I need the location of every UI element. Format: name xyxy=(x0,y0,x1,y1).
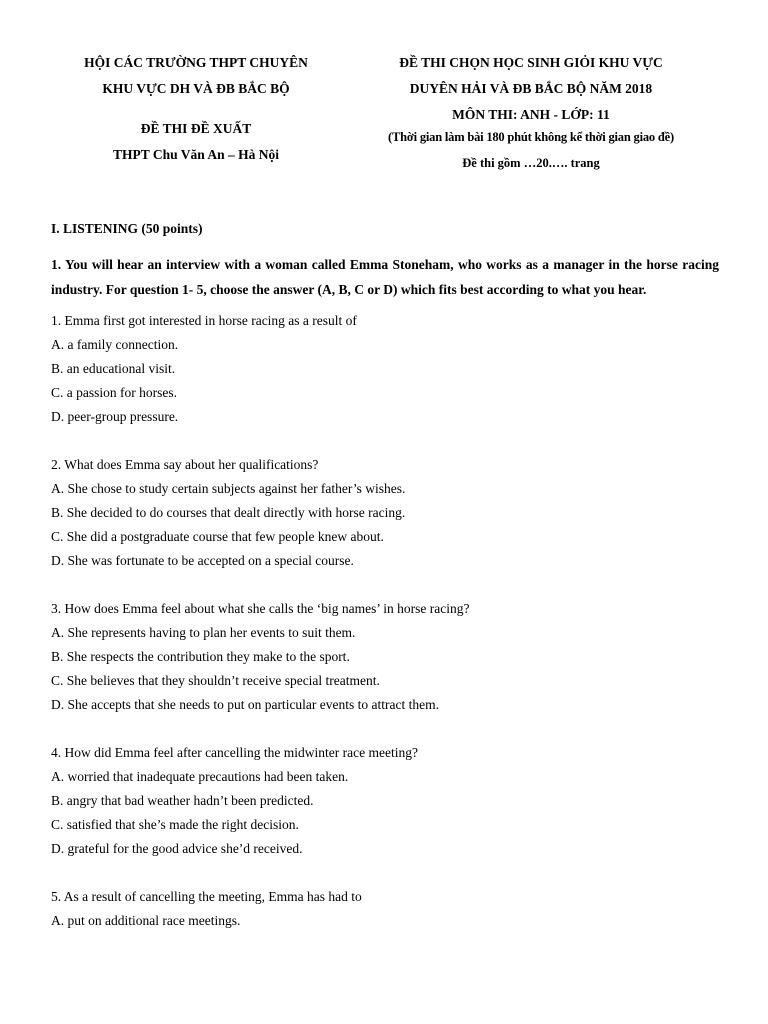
exam-page-count: Đề thi gồm …20.…. trang xyxy=(462,156,600,170)
exam-subject: MÔN THI: ANH - LỚP: 11 xyxy=(452,107,610,122)
association-name: HỘI CÁC TRƯỜNG THPT CHUYÊN xyxy=(84,55,308,70)
question-1 xyxy=(51,309,719,429)
answer-option: C. She did a postgraduate course that few people knew about. xyxy=(51,529,384,544)
question-4 xyxy=(51,741,719,861)
answer-option: B. She respects the contribution they make to the sport. xyxy=(51,649,350,664)
question-text: 2. What does Emma say about her qualifications? xyxy=(51,457,319,472)
answer-option: A. put on additional race meetings. xyxy=(51,913,241,928)
answer-option: B. She decided to do courses that dealt directly with horse racing. xyxy=(51,505,406,520)
question-text: 3. How does Emma feel about what she calls the ‘big names’ in horse racing? xyxy=(51,601,470,616)
question-text: 1. Emma first got interested in horse racing as a result of xyxy=(51,313,357,328)
school-name: THPT Chu Văn An – Hà Nội xyxy=(112,147,280,162)
answer-option: D. She accepts that she needs to put on particular events to attract them. xyxy=(51,697,439,712)
answer-option: A. a family connection. xyxy=(51,337,179,352)
header-left-block xyxy=(56,54,336,164)
section-instruction: 1. You will hear an interview with a woman called Emma Stoneham, who works as a manager in the horse racing industry. For question 1- 5, choose the answer (A, B, C or D) which fits best according to what you hear. xyxy=(51,257,719,297)
question-5 xyxy=(51,885,719,933)
exam-proposal-label: ĐỀ THI ĐỀ XUẤT xyxy=(140,121,252,136)
question-text: 4. How did Emma feel after cancelling the midwinter race meeting? xyxy=(51,745,418,760)
answer-option: D. She was fortunate to be accepted on a special course. xyxy=(51,553,354,568)
answer-option: A. worried that inadequate precautions had been taken. xyxy=(51,769,349,784)
header-right-block xyxy=(326,54,736,172)
exam-duration: (Thời gian làm bài 180 phút không kể thời gian giao đề) xyxy=(388,130,674,144)
answer-option: D. grateful for the good advice she’d received. xyxy=(51,841,303,856)
exam-region-year: DUYÊN HẢI VÀ ĐB BẮC BỘ NĂM 2018 xyxy=(409,81,653,96)
exam-content xyxy=(51,220,719,957)
answer-option: C. a passion for horses. xyxy=(51,385,177,400)
answer-option: A. She represents having to plan her events to suit them. xyxy=(51,625,356,640)
answer-option: B. an educational visit. xyxy=(51,361,176,376)
answer-option: C. satisfied that she’s made the right decision. xyxy=(51,817,299,832)
answer-option: C. She believes that they shouldn’t receive special treatment. xyxy=(51,673,380,688)
section-title: I. LISTENING (50 points) xyxy=(51,221,203,236)
answer-option: A. She chose to study certain subjects against her father’s wishes. xyxy=(51,481,406,496)
answer-option: D. peer-group pressure. xyxy=(51,409,179,424)
question-text: 5. As a result of cancelling the meeting, Emma has had to xyxy=(51,889,362,904)
region-name: KHU VỰC DH VÀ ĐB BẮC BỘ xyxy=(102,81,290,96)
answer-option: B. angry that bad weather hadn’t been predicted. xyxy=(51,793,314,808)
exam-title: ĐỀ THI CHỌN HỌC SINH GIỎI KHU VỰC xyxy=(399,55,663,70)
question-3 xyxy=(51,597,719,717)
question-2 xyxy=(51,453,719,573)
